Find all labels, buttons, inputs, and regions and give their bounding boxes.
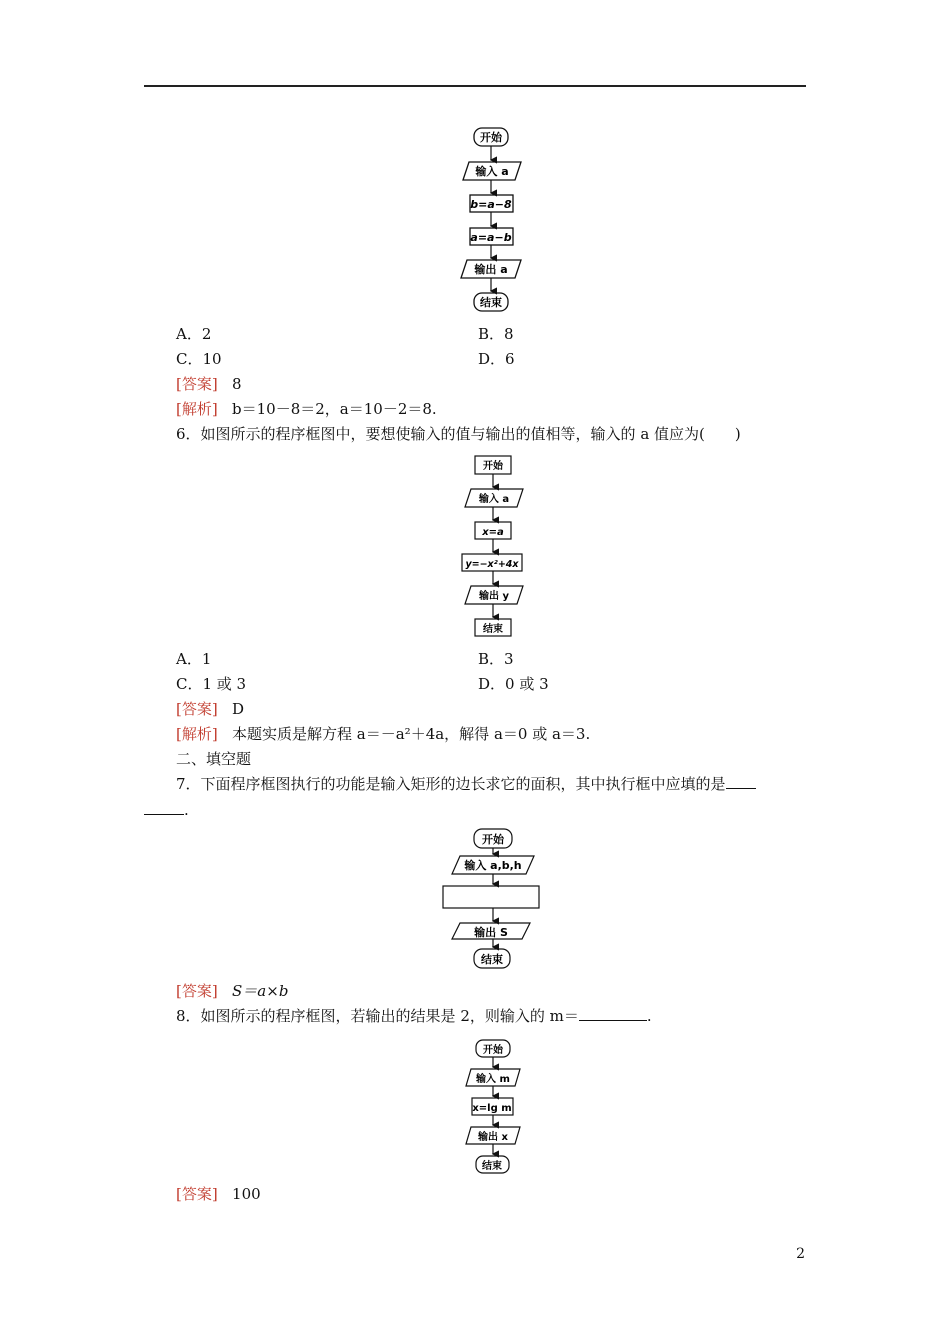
q5-answer	[176, 374, 242, 394]
q7-blank-part1	[726, 774, 756, 789]
answer-tag: [答案]	[176, 375, 218, 393]
page-number: 2	[796, 1246, 805, 1262]
q5-option-c: C．10	[176, 350, 222, 368]
input-label: 输入 a	[475, 165, 509, 178]
q7-stem-text: 7．下面程序框图执行的功能是输入矩形的边长求它的面积，其中执行框中应填的是	[176, 775, 726, 793]
q8-stem	[176, 1006, 652, 1026]
answer-tag: [答案]	[176, 982, 218, 1000]
answer-text: 8	[232, 375, 242, 393]
q7-answer	[176, 981, 288, 1001]
answer-tag: [答案]	[176, 1185, 218, 1203]
answer-tag: [答案]	[176, 700, 218, 718]
input-label: 输入 a	[478, 494, 510, 505]
input-label: 输入 a,b,h	[464, 859, 522, 872]
end-label: 结束	[483, 624, 503, 635]
section-heading: 二、填空题	[176, 750, 252, 768]
start-label: 开始	[483, 461, 503, 472]
analysis-tag: [解析]	[176, 400, 218, 418]
header-rule	[144, 85, 806, 87]
output-label: 输出 x	[478, 1132, 508, 1143]
q5-option-d: D．6	[478, 350, 515, 368]
q5-option-b: B．8	[478, 325, 514, 343]
end-label: 结束	[481, 953, 503, 966]
end-label: 结束	[482, 1161, 502, 1172]
analysis-tag: [解析]	[176, 725, 218, 743]
q6-stem: 6．如图所示的程序框图中，要想使输入的值与输出的值相等，输入的 a 值应为( )	[176, 425, 741, 443]
process-box-empty	[443, 886, 539, 908]
q6-option-d: D．0 或 3	[478, 675, 549, 693]
q6-option-c: C．1 或 3	[176, 675, 247, 693]
q7-blank-part2	[144, 800, 184, 815]
output-label: 输出 a	[474, 263, 508, 276]
answer-text: 100	[232, 1185, 261, 1203]
q7-stem-cont	[144, 800, 189, 820]
process-label-2: a=a−b	[470, 231, 512, 244]
output-label: 输出 S	[474, 926, 508, 939]
process-label-2: y=−x²+4x	[465, 559, 519, 570]
q8-blank	[579, 1006, 647, 1021]
q7-stem	[176, 774, 756, 794]
end-label: 结束	[480, 296, 502, 309]
analysis-text: b＝10－8＝2，a＝10－2＝8.	[232, 400, 437, 418]
flowchart-q6	[455, 452, 530, 642]
start-label: 开始	[482, 833, 504, 846]
q5-option-a: A．2	[176, 325, 212, 343]
process-label: x=lg m	[472, 1103, 512, 1114]
process-label-1: b=a−8	[470, 198, 512, 211]
q7-stem-end: .	[184, 801, 189, 819]
q6-option-a: A．1	[176, 650, 212, 668]
q6-option-b: B．3	[478, 650, 514, 668]
start-label: 开始	[483, 1045, 503, 1056]
flowchart-q5	[455, 126, 530, 316]
q8-answer	[176, 1184, 261, 1204]
answer-text: D	[232, 700, 245, 718]
q6-analysis	[176, 724, 590, 744]
flowchart-q8	[460, 1036, 530, 1178]
q6-answer	[176, 699, 244, 719]
q5-analysis	[176, 399, 437, 419]
analysis-text: 本题实质是解方程 a＝－a²＋4a，解得 a＝0 或 a＝3.	[232, 725, 591, 743]
q8-stem-end: .	[646, 1007, 652, 1025]
answer-text: S＝a×b	[232, 982, 289, 1000]
flowchart-q7	[438, 826, 548, 974]
start-label: 开始	[480, 131, 502, 144]
input-label: 输入 m	[476, 1074, 510, 1085]
q8-stem-text: 8．如图所示的程序框图，若输出的结果是 2，则输入的 m＝	[176, 1007, 579, 1025]
output-label: 输出 y	[479, 591, 509, 602]
process-label-1: x=a	[482, 527, 504, 538]
